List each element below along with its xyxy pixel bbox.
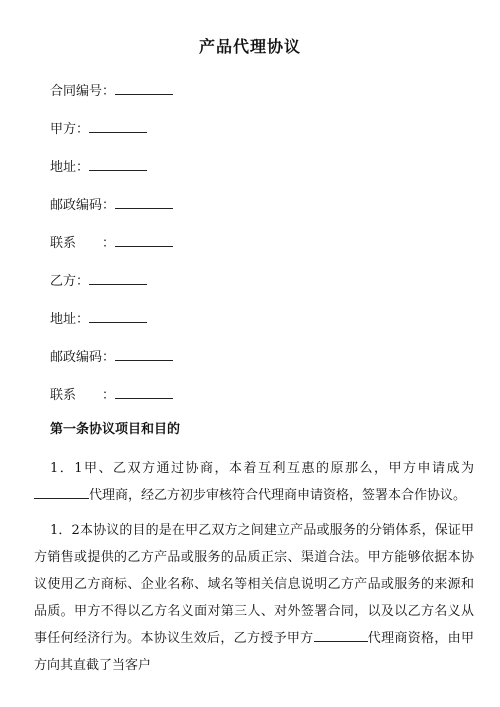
party-b-postal-code-field <box>50 346 173 365</box>
field-label: 地址： <box>50 160 90 175</box>
field-label: 合同编号： <box>50 84 116 99</box>
section-heading: 第一条协议项目和目的 <box>50 422 181 437</box>
agent-level-blank[interactable] <box>314 630 368 642</box>
fill-in-blank[interactable] <box>115 83 173 95</box>
party-b-address-field <box>50 308 147 327</box>
party-a-contact-field <box>50 232 173 251</box>
fill-in-blank[interactable] <box>89 121 147 133</box>
field-label: 乙方： <box>50 274 90 289</box>
field-label: 地址： <box>50 312 90 327</box>
clause-text: 代理商资格，由甲方向其直截了当客户 <box>34 631 474 673</box>
contract-number-field <box>50 80 173 99</box>
field-label: 甲方： <box>50 122 90 137</box>
clause-text: 1．2本协议的目的是在甲乙双方之间建立产品或服务的分销体系，保证甲方销售或提供的乙方产品或服务的品质正宗、渠道合法。甲方能够依据本协议使用乙方商标、企业名称、域名等相关信息说明乙方产品或服务的来源和品质。甲方不得以乙方名义面对第三人、对外签署合同，以及以乙方名义从事任何经济行为。本协议生效后，乙方授予甲方 <box>34 523 474 646</box>
agent-region-blank[interactable] <box>34 487 89 499</box>
field-label: 联系 ： <box>50 236 116 251</box>
fill-in-blank[interactable] <box>115 387 173 399</box>
party-a-postal-code-field <box>50 194 173 213</box>
field-label: 邮政编码： <box>50 198 116 213</box>
clause-text: 1．1甲、乙双方通过协商，本着互利互惠的原那么，甲方申请成为 <box>50 461 474 476</box>
party-a-field <box>50 118 147 137</box>
field-label: 联系 ： <box>50 388 116 403</box>
clause-1-1 <box>34 455 474 509</box>
party-b-field <box>50 270 147 289</box>
party-a-address-field <box>50 156 147 175</box>
fill-in-blank[interactable] <box>89 159 147 171</box>
fill-in-blank[interactable] <box>89 273 147 285</box>
clause-text: 代理商，经乙方初步审核符合代理商申请资格，签署本合作协议。 <box>89 488 467 503</box>
field-label: 邮政编码： <box>50 350 116 365</box>
document-title: 产品代理协议 <box>198 37 301 56</box>
fill-in-blank[interactable] <box>115 349 173 361</box>
party-b-contact-field <box>50 384 173 403</box>
fill-in-blank[interactable] <box>115 235 173 247</box>
fill-in-blank[interactable] <box>115 197 173 209</box>
fill-in-blank[interactable] <box>89 311 147 323</box>
clause-1-2 <box>34 517 474 679</box>
